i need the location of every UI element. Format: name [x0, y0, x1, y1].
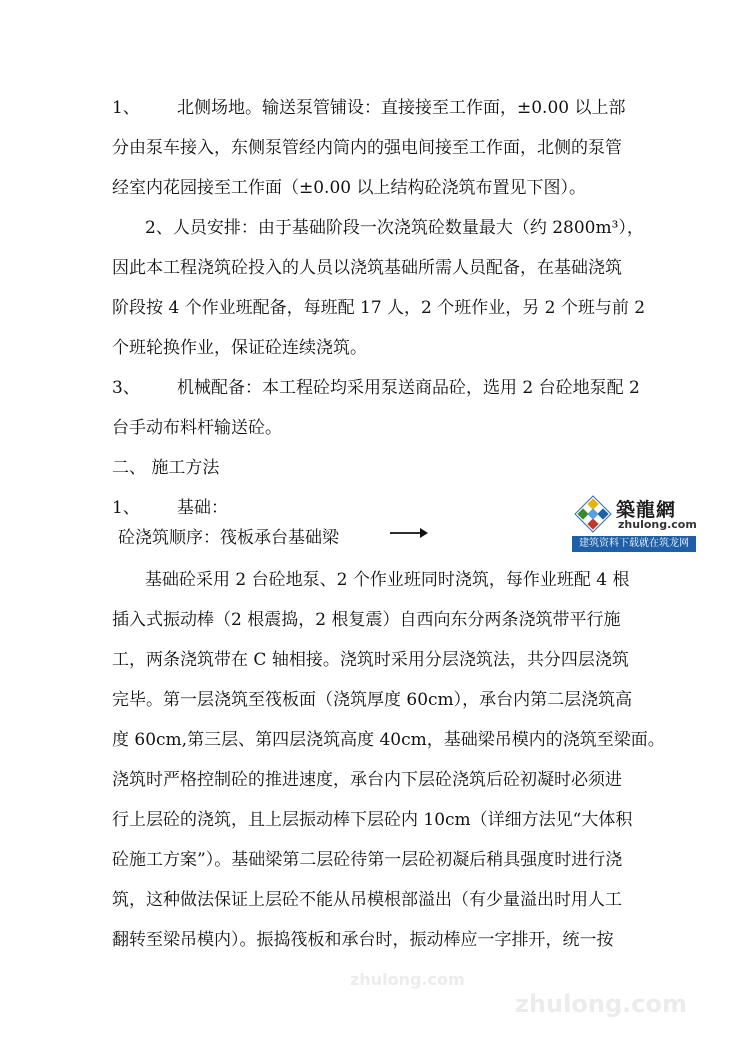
line-text: 基础： — [177, 498, 228, 518]
para-3-line-2: 台手动布料杆输送砼。 — [112, 418, 282, 438]
para-4-line-9: 筑，这种做法保证上层砼不能从吊模根部溢出（有少量溢出时用人工 — [112, 890, 622, 910]
para-4-line-10: 翻转至梁吊模内）。振捣筏板和承台时，振动棒应一字排开，统一按 — [112, 930, 614, 950]
para-2-line-4: 个班轮换作业，保证砼连续浇筑。 — [112, 338, 367, 358]
logo-name: 築龍網 — [616, 499, 677, 521]
para-4-line-1: 基础砼采用 2 台砼地泵、2 个作业班同时浇筑，每作业班配 4 根 — [145, 570, 630, 590]
para-4-line-4: 完毕。第一层浇筑至筏板面（浇筑厚度 60cm），承台内第二层浇筑高 — [112, 690, 633, 710]
zhulong-logo — [572, 493, 696, 553]
watermark: zhulong.com — [350, 970, 465, 989]
logo-slogan: 建筑资料下载就在筑龙网 — [572, 536, 696, 552]
subsection-heading — [112, 496, 228, 520]
para-2-line-2: 因此本工程浇筑砼投入的人员以浇筑基础所需人员配备，在基础浇筑 — [112, 258, 622, 278]
watermark: zhulong.com — [515, 990, 687, 1018]
logo-domain: zhulong.com — [618, 518, 697, 531]
para-3-line-1 — [112, 376, 640, 400]
para-1-line-1 — [112, 96, 626, 120]
list-number: 1、 — [112, 98, 140, 118]
para-4-line-8: 砼施工方案”）。基础梁第二层砼待第一层砼初凝后稍具强度时进行浇 — [112, 850, 623, 870]
para-4-line-5: 度 60cm,第三层、第四层浇筑高度 40cm，基础梁吊模内的浇筑至梁面。 — [112, 730, 665, 750]
line-text: 北侧场地。输送泵管铺设：直接接至工作面，±0.00 以上部 — [177, 98, 626, 118]
para-4-line-7: 行上层砼的浇筑，且上层振动棒下层砼内 10cm（详细方法见“大体积 — [112, 810, 633, 830]
para-2-line-3: 阶段按 4 个作业班配备，每班配 17 人，2 个班作业，另 2 个班与前 2 — [112, 298, 646, 318]
arrow-right-icon — [390, 526, 428, 540]
para-2-line-1: 2、人员安排：由于基础阶段一次浇筑砼数量最大（约 2800m³）， — [145, 218, 644, 238]
para-4-line-6: 浇筑时严格控制砼的推进速度，承台内下层砼浇筑后砼初凝时必须进 — [112, 770, 622, 790]
list-number: 3、 — [112, 378, 140, 398]
line-text: 机械配备：本工程砼均采用泵送商品砼，选用 2 台砼地泵配 2 — [177, 378, 640, 398]
list-number: 1、 — [112, 498, 140, 518]
zhulong-diamond-icon — [574, 495, 612, 533]
para-4-line-2: 插入式振动棒（2 根震捣，2 根复震）自西向东分两条浇筑带平行施 — [112, 610, 621, 630]
para-1-line-2: 分由泵车接入，东侧泵管经内筒内的强电间接至工作面，北侧的泵管 — [112, 138, 622, 158]
pour-sequence: 砼浇筑顺序：筏板承台基础梁 — [118, 528, 339, 548]
para-1-line-3: 经室内花园接至工作面（±0.00 以上结构砼浇筑布置见下图）。 — [112, 178, 586, 198]
section-heading: 二、 施工方法 — [112, 458, 220, 478]
para-4-line-3: 工，两条浇筑带在 C 轴相接。浇筑时采用分层浇筑法，共分四层浇筑 — [112, 650, 629, 670]
